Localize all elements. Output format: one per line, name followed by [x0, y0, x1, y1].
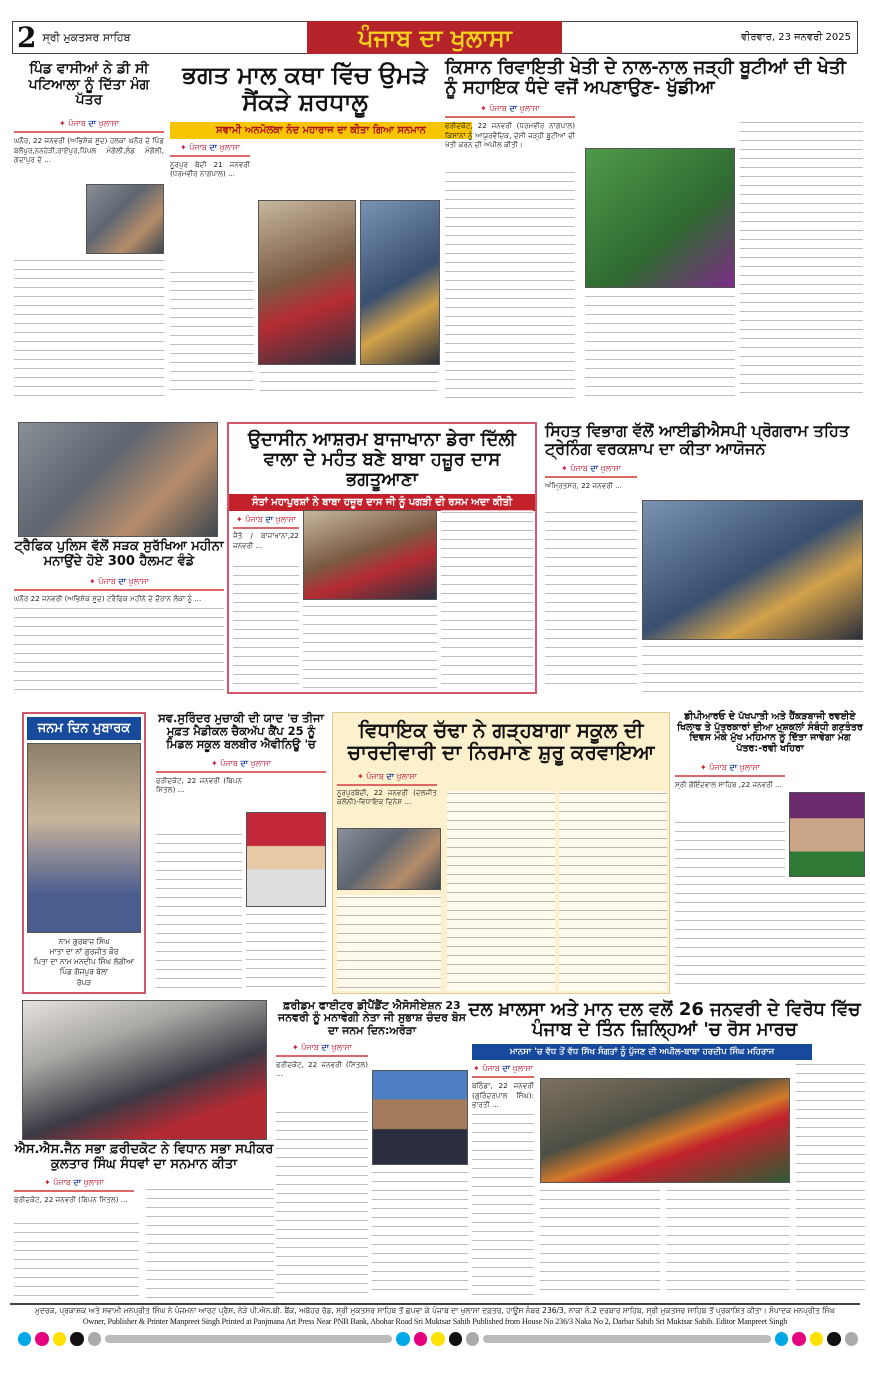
issue-date: ਵੀਰਵਾਰ, 23 ਜਨਵਰੀ 2025: [741, 32, 851, 43]
article-body: [675, 882, 865, 992]
article-lead: ਜੈਤੋ / ਬਾਜਾਖਾਨਾ,22 ਜਨਵਰੀ ...: [233, 531, 299, 550]
ceremony-photo: [303, 510, 437, 600]
article-body: [559, 791, 667, 991]
black-dot: [70, 1332, 83, 1346]
cyan-dot: [18, 1332, 31, 1346]
byline: ✦ ਪੰਜਾਬ ਦਾ ਖੁਲਾਸਾ: [156, 759, 326, 773]
article-body: [246, 912, 326, 992]
cyan-dot: [775, 1332, 788, 1346]
punjabi-imprint: ਮੁਦਰਕ, ਪ੍ਰਕਾਸ਼ਕ ਅਤੇ ਸਵਾਮੀ ਮਨਪ੍ਰੀਤ ਸਿੰਘ ਨੇ ਪੰਜਮਨਾ ਆਰਟ ਪ੍ਰੈਸ, ਨੇੜੇ ਪੀ.ਐਨ.ਬੀ. ਬੈਂਕ, ਅਬੋਹਰ ਰੋਡ, ਸ੍ਰੀ ਮੁਕਤਸਰ ਸਾਹਿਬ ਤੋਂ ਛਪਵਾ ਕੇ ਪੰਜਾਬ ਦਾ ਖੁਲਾਸਾ ਦਫ਼ਤਰ, ਹਾਊਸ ਨੰਬਰ 236/3, ਨਾਕਾ ਨੰ.2 ਦਰਬਾਰ ਸਾਹਿਬ, ਸ੍ਰੀ ਮੁਕਤਸਰ ਸਾਹਿਬ ਤੋਂ ਪ੍ਰਕਾਸ਼ਿਤ ਕੀਤਾ। ਸੰਪਾਦਕ ਮਨਪ੍ਰੀਤ ਸਿੰਘ: [35, 1306, 835, 1315]
article-lead: ਨੂਰਪੁਰਬੇਦੀ, 22 ਜਨਵਰੀ (ਦਲਜੀਤ ਕਲੋਨੀ)-ਵਿਧਾਇਕ ਦਿਨੇਸ਼ ...: [337, 787, 437, 807]
traffic-police-photo: [18, 422, 218, 537]
child-photo: [27, 743, 141, 933]
headline: ਵਿਧਾਇਕ ਚੱਢਾ ਨੇ ਗੜ੍ਹਬਾਗਾ ਸਕੂਲ ਦੀ ਚਾਰਦੀਵਾਰੀ ਦਾ ਨਿਰਮਾਣ ਸ਼ੁਰੂ ਕਰਵਾਇਆ: [347, 718, 655, 765]
article-body: [796, 1062, 865, 1298]
headline: ਡੀਪੀਆਰਓ ਦੇ ਪੱਖਪਾਤੀ ਅਤੇ ਹੈਂਕੜਬਾਜੀ ਰਵਈਏ ਖਿਲਾਫ ਤੇ ਪੱਤਰਕਾਰਾਂ ਦੀਆ ਮੁਸ਼ਕਲਾਂ ਸੰਬੰਧੀ ਗਣਤੰਤਰ ਦਿਵਸ ਮੌਕੇ ਮੁੱਖ ਮਹਿਮਾਨ ਨੂੰ ਦਿੱਤਾ ਜਾਵੇਗਾ ਮੰਗ ਪੱਤਰ:-ਰਵੀ ਖਹਿਰਾ: [677, 711, 863, 754]
article-body: [472, 1112, 534, 1298]
black-dot: [449, 1332, 462, 1346]
grey-bar: [483, 1335, 770, 1343]
headline: ਉਦਾਸੀਨ ਆਸ਼ਰਮ ਬਾਜਾਖਾਨਾ ਡੇਰਾ ਦਿੱਲੀ ਵਾਲਾ ਦੇ ਮਹੰਤ ਬਣੇ ਬਾਬਾ ਹਜ਼ੂਰ ਦਾਸ ਭਗਤੂਆਣਾ: [248, 429, 516, 491]
footer-rule: [10, 1303, 860, 1305]
article-lead: ਬਠਿੰਡਾ, 22 ਜਨਵਰੀ (ਗੁਰਿੰਦਰਪਾਲ ਸਿੰਘ): ਭਾਰਤੀ ...: [472, 1081, 534, 1110]
magenta-dot: [414, 1332, 427, 1346]
birthday-banner: ਜਨਮ ਦਿਨ ਮੁਬਾਰਕ: [27, 717, 141, 740]
yellow-dot: [431, 1332, 444, 1346]
article-body: [540, 1188, 660, 1298]
article-body: [14, 606, 224, 696]
black-dot: [827, 1332, 840, 1346]
magenta-dot: [792, 1332, 805, 1346]
subheadline: ਸਵਾਮੀ ਅਨਮੋਲਕਾ ਨੰਦ ਮਹਾਰਾਜ ਦਾ ਕੀਤਾ ਗਿਆ ਸਨਮਾਨ: [170, 122, 472, 139]
byline: ✦ ਪੰਜਾਬ ਦਾ ਖੁਲਾਸਾ: [14, 1178, 134, 1192]
byline: ✦ ਪੰਜਾਬ ਦਾ ਖੁਲਾਸਾ: [233, 515, 299, 529]
byline: ✦ ਪੰਜਾਬ ਦਾ ਖੁਲਾਸਾ: [337, 772, 437, 786]
article-body: [372, 1170, 468, 1298]
workshop-photo: [642, 500, 863, 640]
page-number: 2: [17, 20, 37, 54]
article-body: [170, 270, 254, 398]
birthday-box: [22, 712, 146, 994]
article-kisan[interactable]: [445, 58, 863, 403]
road-photo: [86, 184, 164, 254]
ravi-khaira-photo: [789, 792, 865, 877]
article-body: [156, 832, 242, 992]
article-dpro[interactable]: [675, 712, 865, 994]
grey-bar: [105, 1335, 392, 1343]
article-body: [303, 604, 437, 689]
article-dal-khalsa[interactable]: [468, 999, 865, 1300]
jain-sabha-photo: [22, 1000, 267, 1140]
article-sehat[interactable]: [545, 422, 863, 694]
article-medical-camp[interactable]: [156, 712, 326, 994]
article-body: [740, 120, 863, 400]
farm-photo: [585, 148, 735, 288]
headline: ਭਗਤ ਮਾਲ ਕਥਾ ਵਿੱਚ ਉਮੜੇ ਸੈਂਕੜੇ ਸ਼ਰਧਾਲੂ: [182, 61, 428, 116]
article-body: [276, 1110, 368, 1298]
grey-dot: [466, 1332, 479, 1346]
yellow-dot: [53, 1332, 66, 1346]
yellow-dot: [810, 1332, 823, 1346]
headline: ਐਸ.ਐਸ.ਜੈਨ ਸਭਾ ਫ਼ਰੀਦਕੋਟ ਨੇ ਵਿਧਾਨ ਸਭਾ ਸਪੀਕਰ ਕੁਲਤਾਰ ਸਿੰਘ ਸੰਧਵਾਂ ਦਾ ਸਨਮਾਨ ਕੀਤਾ: [14, 1142, 274, 1172]
article-jain-sabha[interactable]: [14, 1143, 274, 1301]
byline: ✦ ਪੰਜਾਬ ਦਾ ਖੁਲਾਸਾ: [445, 104, 575, 118]
byline: ✦ ਪੰਜਾਬ ਦਾ ਖੁਲਾਸਾ: [276, 1043, 368, 1057]
byline: ✦ ਪੰਜਾਬ ਦਾ ਖੁਲਾਸਾ: [545, 464, 637, 478]
devotees-photo: [360, 200, 440, 365]
article-lead: ਘਨੌਰ 22 ਜਨਵਰੀ (ਅਭਿਸ਼ੇਕ ਸੂਦ) ਟਰੈਫਿਕ ਮਹੀਨੇ ਦੇ ਦੌਰਾਨ ਲੋਕਾਂ ਨੂੰ ...: [14, 594, 202, 604]
headline: ਸਵ.ਸੁਰਿੰਦਰ ਮੁਚਾਕੀ ਦੀ ਯਾਦ 'ਚ ਤੀਜਾ ਮੁਫ਼ਤ ਮੈਡੀਕਲ ਚੈਕਅੱਪ ਕੈਂਪ 25 ਨੂੰ ਮਿਡਲ ਸਕੂਲ ਬਲਬੀਰ ਐਵੀਨਿਊ 'ਚ: [158, 711, 324, 751]
edition-city: ਸ੍ਰੀ ਮੁਕਤਸਰ ਸਾਹਿਬ: [42, 30, 131, 44]
article-lead: ਫਰੀਦਕੋਟ, 22 ਜਨਵਰੀ (ਬਿਪਨ ਮਿੱਤਲ) ...: [14, 1195, 128, 1205]
byline: ✦ ਪੰਜਾਬ ਦਾ ਖੁਲਾਸਾ: [675, 763, 785, 777]
byline: ✦ ਪੰਜਾਬ ਦਾ ਖੁਲਾਸਾ: [170, 143, 250, 157]
byline: ✦ ਪੰਜਾਬ ਦਾ ਖੁਲਾਸਾ: [14, 577, 224, 591]
article-body: [445, 170, 575, 400]
article-body: [545, 510, 637, 690]
article-lead: ਫਰੀਦਕੋਟ, 22 ਜਨਵਰੀ (ਧਰਮਵੀਰ ਨਾਗਪਾਲ) ਕਿਸਾਨਾਂ ਨੂੰ ਆਯੁਰਵੈਦਿਕ, ਦੇਸੀ ਜੜ੍ਹੀ ਬੂਟੀਆਂ ਦੀ ਖੇਤੀ ਕਰਨ ਦੀ ਅਪੀਲ ਕੀਤੀ।: [445, 121, 575, 150]
article-lead: ਨੂਰਪੁਰ ਬੇਦੀ 21 ਜਨਵਰੀ (ਧਰਮਵੀਰ ਨਾਗਪਾਲ) ...: [170, 159, 250, 179]
headline: ਦਲ ਖ਼ਾਲਸਾ ਅਤੇ ਮਾਨ ਦਲ ਵਲੋਂ 26 ਜਨਵਰੀ ਦੇ ਵਿਰੋਧ ਵਿੱਚ ਪੰਜਾਬ ਦੇ ਤਿੰਨ ਜ਼ਿਲ੍ਹਿਆਂ 'ਚ ਰੋਸ ਮਾਰਚ: [468, 999, 861, 1041]
headline: ਟ੍ਰੈਫਿਕ ਪੁਲਿਸ ਵੱਲੋਂ ਸੜਕ ਸੁਰੱਖਿਆ ਮਹੀਨਾ ਮਨਾਉਂਦੇ ਹੋਏ 300 ਹੈਲਮਟ ਵੰਡੇ: [14, 539, 224, 569]
portrait-photo: [246, 812, 326, 907]
article-dc-patiala[interactable]: [14, 62, 164, 402]
article-body: [666, 1188, 790, 1298]
birthday-caption: ਨਾਮ ਗੁਰਬਾਜ ਸਿੰਘ ਮਾਤਾ ਦਾ ਨਾਂ ਗੁਰਜੀਤ ਕੌਰ ਪਿਤਾ ਦਾ ਨਾਮ ਮਨਦੀਪ ਸਿੰਘ ਲੋਗੀਆ ਪਿੰਡ ਗੱਜਪੁਰ ਬੇਲਾ ਰੋਪੜ: [33, 937, 135, 987]
article-body: [260, 370, 438, 398]
article-lead: ਫਰੀਦਕੋਟ, 22 ਜਨਵਰੀ (ਬਿਪਨ ਮਿੱਤਲ) ...: [156, 775, 242, 795]
article-body: [675, 820, 785, 880]
article-body: [585, 294, 735, 400]
headline: ਸਿਹਤ ਵਿਭਾਗ ਵੱਲੋਂ ਆਈਡੀਐਸਪੀ ਪ੍ਰੋਗਰਾਮ ਤਹਿਤ ਟ੍ਰੇਨਿੰਗ ਵਰਕਸ਼ਾਪ ਦਾ ਕੀਤਾ ਆਯੋਜਨ: [545, 421, 850, 458]
masthead: [12, 21, 858, 54]
article-body: [146, 1187, 274, 1301]
magenta-dot: [35, 1332, 48, 1346]
event-photo: [258, 200, 356, 365]
article-freedom-fighter[interactable]: [276, 1000, 468, 1300]
grey-dot: [845, 1332, 858, 1346]
article-body: [447, 791, 555, 991]
subheadline: ਮਾਨਸਾ 'ਚ ਵੱਧ ਤੋਂ ਵੱਧ ਸਿੱਖ ਸੰਗਤਾਂ ਨੂੰ ਪੁੱਜਣ ਦੀ ਅਪੀਲ-ਬਾਬਾ ਹਰਦੀਪ ਸਿੰਘ ਮਹਿਰਾਜ: [472, 1044, 812, 1060]
byline: ✦ ਪੰਜਾਬ ਦਾ ਖੁਲਾਸਾ: [472, 1064, 534, 1078]
newspaper-brand: ਪੰਜਾਬ ਦਾ ਖੁਲਾਸਾ: [307, 21, 562, 54]
headline: ਕਿਸਾਨ ਰਿਵਾਇਤੀ ਖੇਤੀ ਦੇ ਨਾਲ-ਨਾਲ ਜੜ੍ਹੀ ਬੂਟੀਆਂ ਦੀ ਖੇਤੀ ਨੂੰ ਸਹਾਇਕ ਧੰਦੇ ਵਜੋਂ ਅਪਣਾਉਣ- ਖੁੱਡੀਆ: [445, 57, 846, 99]
article-body: [337, 895, 441, 991]
article-lead: ਫਰੀਦਕੋਟ, 22 ਜਨਵਰੀ (ਮਿੱਤਲ) ...: [276, 1059, 368, 1079]
headline: ਪਿੰਡ ਵਾਸੀਆਂ ਨੇ ਡੀ ਸੀ ਪਟਿਆਲਾ ਨੂੰ ਦਿੱਤਾ ਮੰਗ ਪੱਤਰ: [28, 61, 150, 109]
article-body: [642, 644, 863, 692]
school-wall-photo: [337, 828, 441, 890]
subheadline: ਸੰਤਾਂ ਮਹਾਪੁਰਸ਼ਾਂ ਨੇ ਬਾਬਾ ਹਜ਼ੂਰ ਦਾਸ ਜੀ ਨੂੰ ਪਗੜੀ ਦੀ ਰਸਮ ਅਦਾ ਕੀਤੀ: [229, 494, 535, 511]
byline: ✦ ਪੰਜਾਬ ਦਾ ਖੁਲਾਸਾ: [14, 119, 164, 133]
article-body: [14, 258, 164, 398]
headline: ਫ਼ਰੀਡਮ ਫਾਈਟਰ ਡੀਪੈਂਡੈਂਟ ਐਸੋਸੀਏਸ਼ਨ 23 ਜਨਵਰੀ ਨੂੰ ਮਨਾਵੇਗੀ ਨੇਤਾ ਜੀ ਸੁਭਾਸ਼ ਚੰਦਰ ਬੋਸ ਦਾ ਜਨਮ ਦਿਨ:ਅਰੋੜਾ: [278, 999, 466, 1037]
article-body: [14, 1221, 139, 1301]
cyan-dot: [396, 1332, 409, 1346]
article-body: [441, 510, 533, 690]
article-bhagat-mal[interactable]: [170, 60, 440, 400]
article-udasin[interactable]: [227, 422, 537, 694]
grey-dot: [88, 1332, 101, 1346]
article-traffic[interactable]: [14, 540, 224, 710]
cmyk-registration-strip: [18, 1331, 858, 1347]
english-imprint: Owner, Publisher & Printer Manpreet Singh Printed at Panjmana Art Press Near PNB Bank, Abohar Road Sri Muktsar Sahib Published from House No 236/3 Naka No 2, Darbar Sahib Sri Muktsar Sahib. Editor Manpreet Singh: [82, 1317, 788, 1326]
article-lead: ਘਨੌਰ, 22 ਜਨਵਰੀ (ਅਭਿਸ਼ੇਕ ਸੂਦ) ਹਲਕਾ ਘਨੌਰ ਦੇ ਪਿੰਡ ਬਲੌਪੁਰ,ਨਨਹੇੜੀ,ਰਾਏਪੁਰ,ਪਿੱਪਲ ਮੰਗੋਲੀ,ਲੰਡ ਮੰਗੋਲੀ, ਗਦਾਪੁਰ ਦੇ ...: [14, 136, 164, 165]
arora-portrait: [372, 1070, 468, 1165]
article-body: [233, 564, 299, 689]
protest-leaders-photo: [540, 1078, 790, 1183]
article-lead: ਅੰਮ੍ਰਿਤਸਰ, 22 ਜਨਵਰੀ ...: [545, 480, 622, 490]
article-vidhayak[interactable]: [332, 712, 670, 994]
article-lead: ਸ੍ਰੀ ਗੋਇੰਦਵਾਲ ਸਾਹਿਬ ,22 ਜਨਵਰੀ ...: [675, 779, 782, 789]
